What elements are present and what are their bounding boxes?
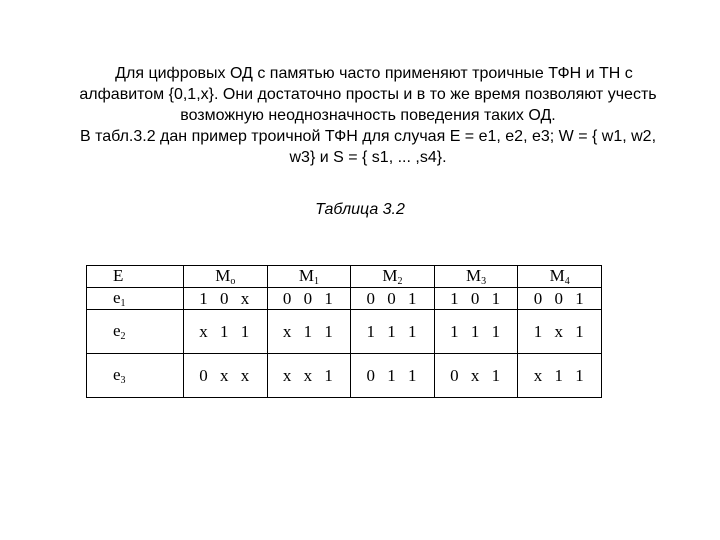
table-cell [267, 288, 351, 310]
cell-value: 1 1 1 [366, 321, 419, 341]
table-row [87, 354, 602, 398]
row-label [87, 354, 184, 398]
header-sub: 1 [313, 276, 319, 287]
row-label-sub: 3 [120, 375, 126, 386]
header-base: M [215, 266, 231, 285]
table-caption: Таблица 3.2 [315, 201, 405, 218]
cell-value: 0 0 1 [533, 288, 586, 308]
row-label [87, 288, 184, 310]
row-label [87, 310, 184, 354]
header-cell [267, 266, 351, 288]
row-label-sub: 1 [120, 298, 126, 309]
header-base: M [466, 266, 482, 285]
header-cell [351, 266, 435, 288]
row-label-base: e [113, 288, 121, 307]
table-cell [518, 354, 602, 398]
row-label-base: e [113, 321, 121, 340]
table-cell [434, 288, 518, 310]
header-cell [518, 266, 602, 288]
header-cell [87, 266, 184, 288]
table-cell [518, 310, 602, 354]
table-cell [267, 354, 351, 398]
header-base: M [382, 266, 398, 285]
cell-value: 0 1 1 [366, 365, 419, 385]
table-cell [434, 354, 518, 398]
table-cell [184, 354, 268, 398]
cell-value: 1 1 1 [450, 321, 503, 341]
paragraph-line: алфавитом {0,1,x}. Они достаточно просты и в то же время позволяют учесть [79, 86, 657, 103]
row-label-sub: 2 [120, 331, 126, 342]
cell-value: 1 0 x [199, 288, 252, 308]
table-cell [351, 288, 435, 310]
cell-value: x 1 1 [282, 321, 335, 341]
table-header-row [87, 266, 602, 288]
table-cell [184, 288, 268, 310]
header-sub: 2 [397, 276, 403, 287]
header-base: M [298, 266, 314, 285]
paragraph-line: В табл.3.2 дан пример троичной ТФН для случая E = e1, e2, e3; W = { w1, w2, [79, 128, 657, 145]
header-base: M [549, 266, 565, 285]
cell-value: 0 x x [199, 365, 252, 385]
paragraph-line: w3} и S = { s1, ... ,s4}. [289, 149, 447, 166]
header-sub: 3 [481, 276, 487, 287]
cell-value: x x 1 [282, 365, 335, 385]
cell-value: x 1 1 [199, 321, 252, 341]
paragraph-line: возможную неоднозначность поведения таких ОД. [180, 107, 556, 124]
cell-value: x 1 1 [533, 365, 586, 385]
table-row [87, 310, 602, 354]
row-label-base: e [113, 365, 121, 384]
paragraph-line: Для цифровых ОД с памятью часто применяют троичные ТФН и ТН с [115, 65, 633, 82]
intro-paragraph [28, 63, 708, 168]
state-table [86, 265, 602, 398]
header-sub: o [230, 276, 236, 287]
cell-value: 1 x 1 [533, 321, 586, 341]
cell-value: 0 0 1 [282, 288, 335, 308]
table-cell [434, 310, 518, 354]
header-cell [184, 266, 268, 288]
header-base: E [113, 266, 124, 285]
cell-value: 0 0 1 [366, 288, 419, 308]
table-cell [351, 310, 435, 354]
header-cell [434, 266, 518, 288]
table-cell [351, 354, 435, 398]
table-cell [184, 310, 268, 354]
cell-value: 1 0 1 [450, 288, 503, 308]
header-sub: 4 [564, 276, 570, 287]
cell-value: 0 x 1 [450, 365, 503, 385]
table-row [87, 288, 602, 310]
table-cell [267, 310, 351, 354]
table-cell [518, 288, 602, 310]
